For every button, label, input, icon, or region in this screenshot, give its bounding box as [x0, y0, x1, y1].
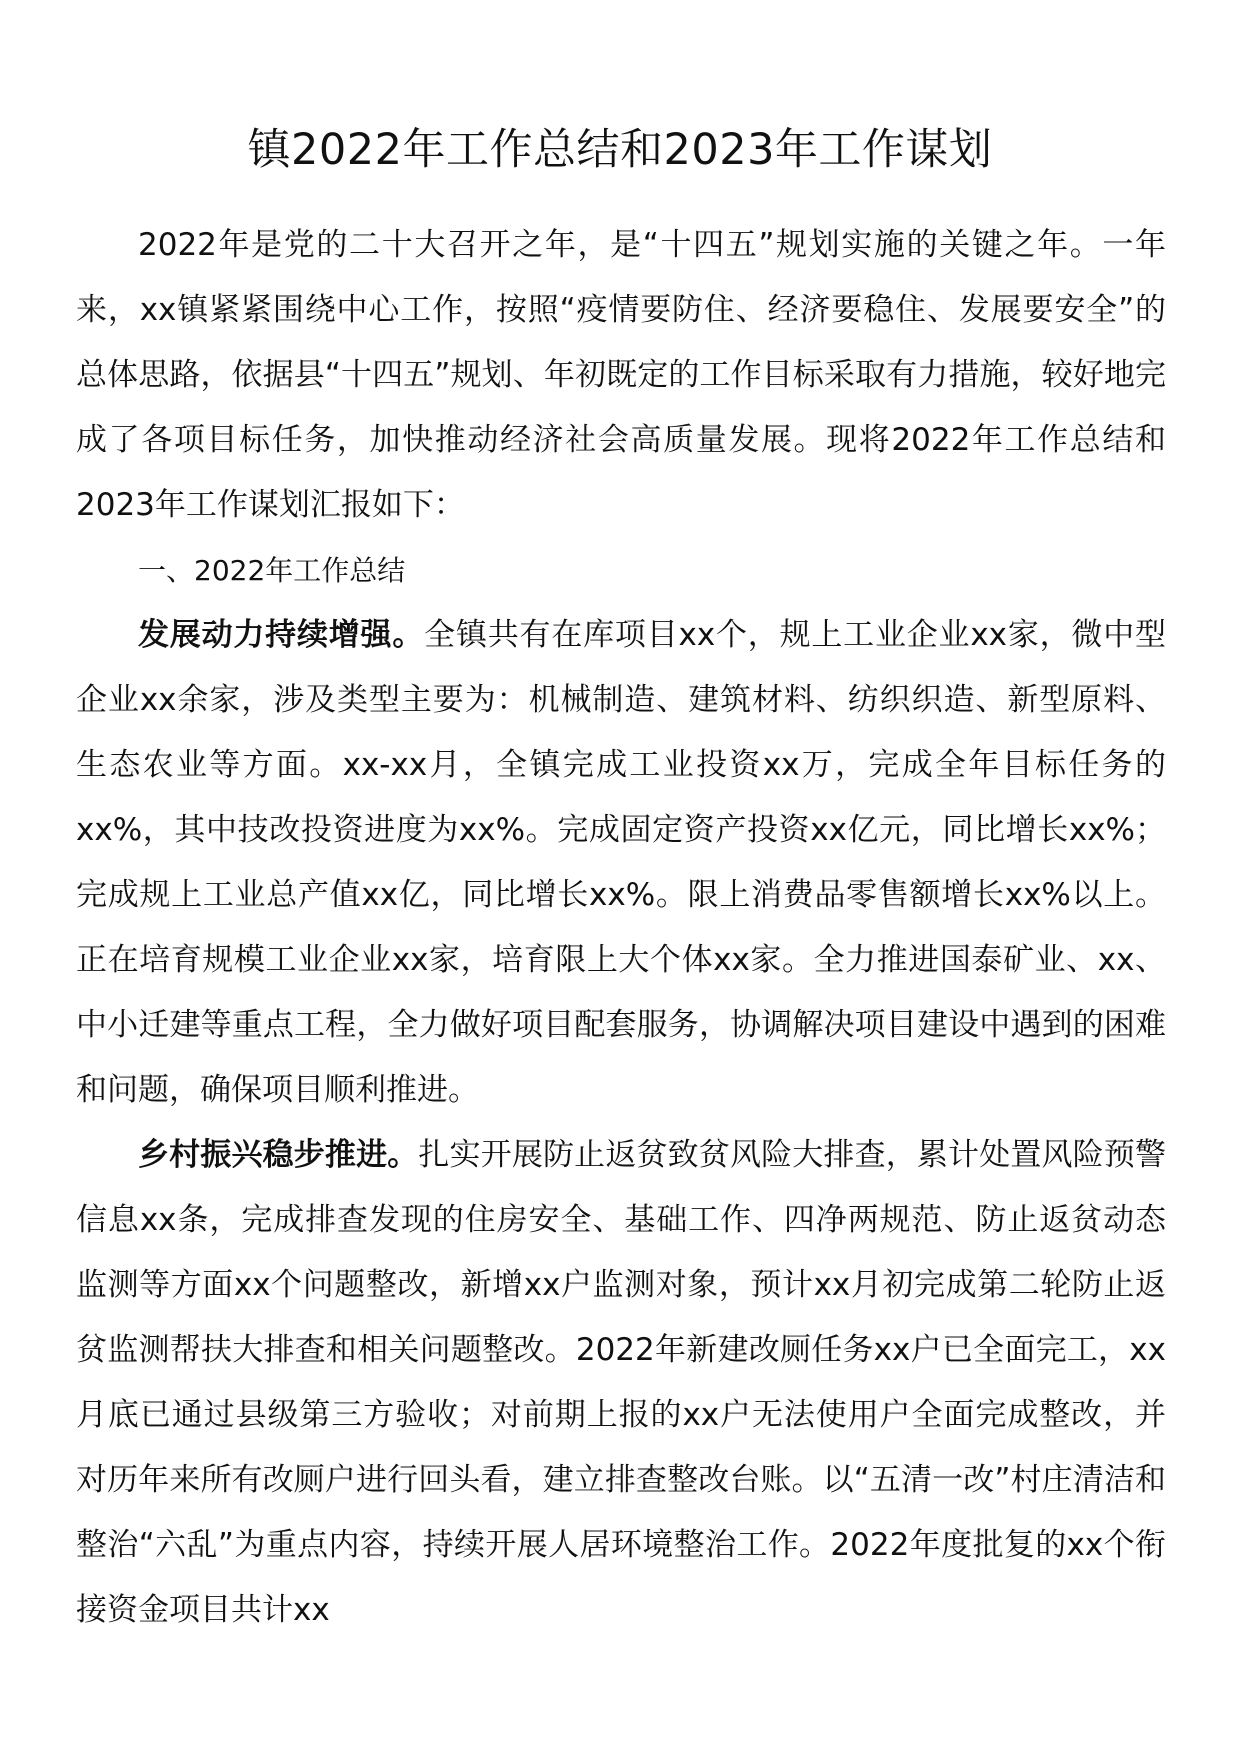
paragraph-lead: 乡村振兴稳步推进。	[138, 1137, 419, 1173]
document-body	[76, 213, 1166, 1643]
paragraph-text: 全镇共有在库项目xx个，规上工业企业xx家，微中型企业xx余家，涉及类型主要为：机械制造、建筑材料、纺织织造、新型原料、生态农业等方面。xx-xx月，全镇完成工业投资xx万，完成全年目标任务的xx%，其中技改投资进度为xx%。完成固定资产投资xx亿元，同比增长xx%；完成规上工业总产值xx亿，同比增长xx%。限上消费品零售额增长xx%以上。正在培育规模工业企业xx家，培育限上大个体xx家。全力推进国泰矿业、xx、中小迁建等重点工程，全力做好项目配套服务，协调解决项目建设中遇到的困难和问题，确保项目顺利推进。	[76, 617, 1167, 1108]
intro-paragraph: 2022年是党的二十大召开之年，是“十四五”规划实施的关键之年。一年来，xx镇紧紧围绕中心工作，按照“疫情要防住、经济要稳住、发展要安全”的总体思路，依据县“十四五”规划、年初既定的工作目标采取有力措施，较好地完成了各项目标任务，加快推动经济社会高质量发展。现将2022年工作总结和2023年工作谋划汇报如下：	[76, 227, 1166, 523]
document-title: 镇2022年工作总结和2023年工作谋划	[247, 125, 993, 175]
body-paragraph-rural	[76, 1123, 1166, 1643]
paragraph-text: 扎实开展防止返贫致贫风险大排查，累计处置风险预警信息xx条，完成排查发现的住房安全、基础工作、四净两规范、防止返贫动态监测等方面xx个问题整改，新增xx户监测对象，预计xx月初完成第二轮防止返贫监测帮扶大排查和相关问题整改。2022年新建改厕任务xx户已全面完工，xx月底已通过县级第三方验收；对前期上报的xx户无法使用户全面完成整改，并对历年来所有改厕户进行回头看，建立排查整改台账。以“五清一改”村庄清洁和整治“六乱”为重点内容，持续开展人居环境整治工作。2022年度批复的xx个衔接资金项目共计xx	[76, 1137, 1166, 1628]
section-heading: 一、2022年工作总结	[138, 554, 406, 587]
body-paragraph-development	[76, 603, 1166, 1123]
paragraph-lead: 发展动力持续增强。	[138, 617, 425, 653]
